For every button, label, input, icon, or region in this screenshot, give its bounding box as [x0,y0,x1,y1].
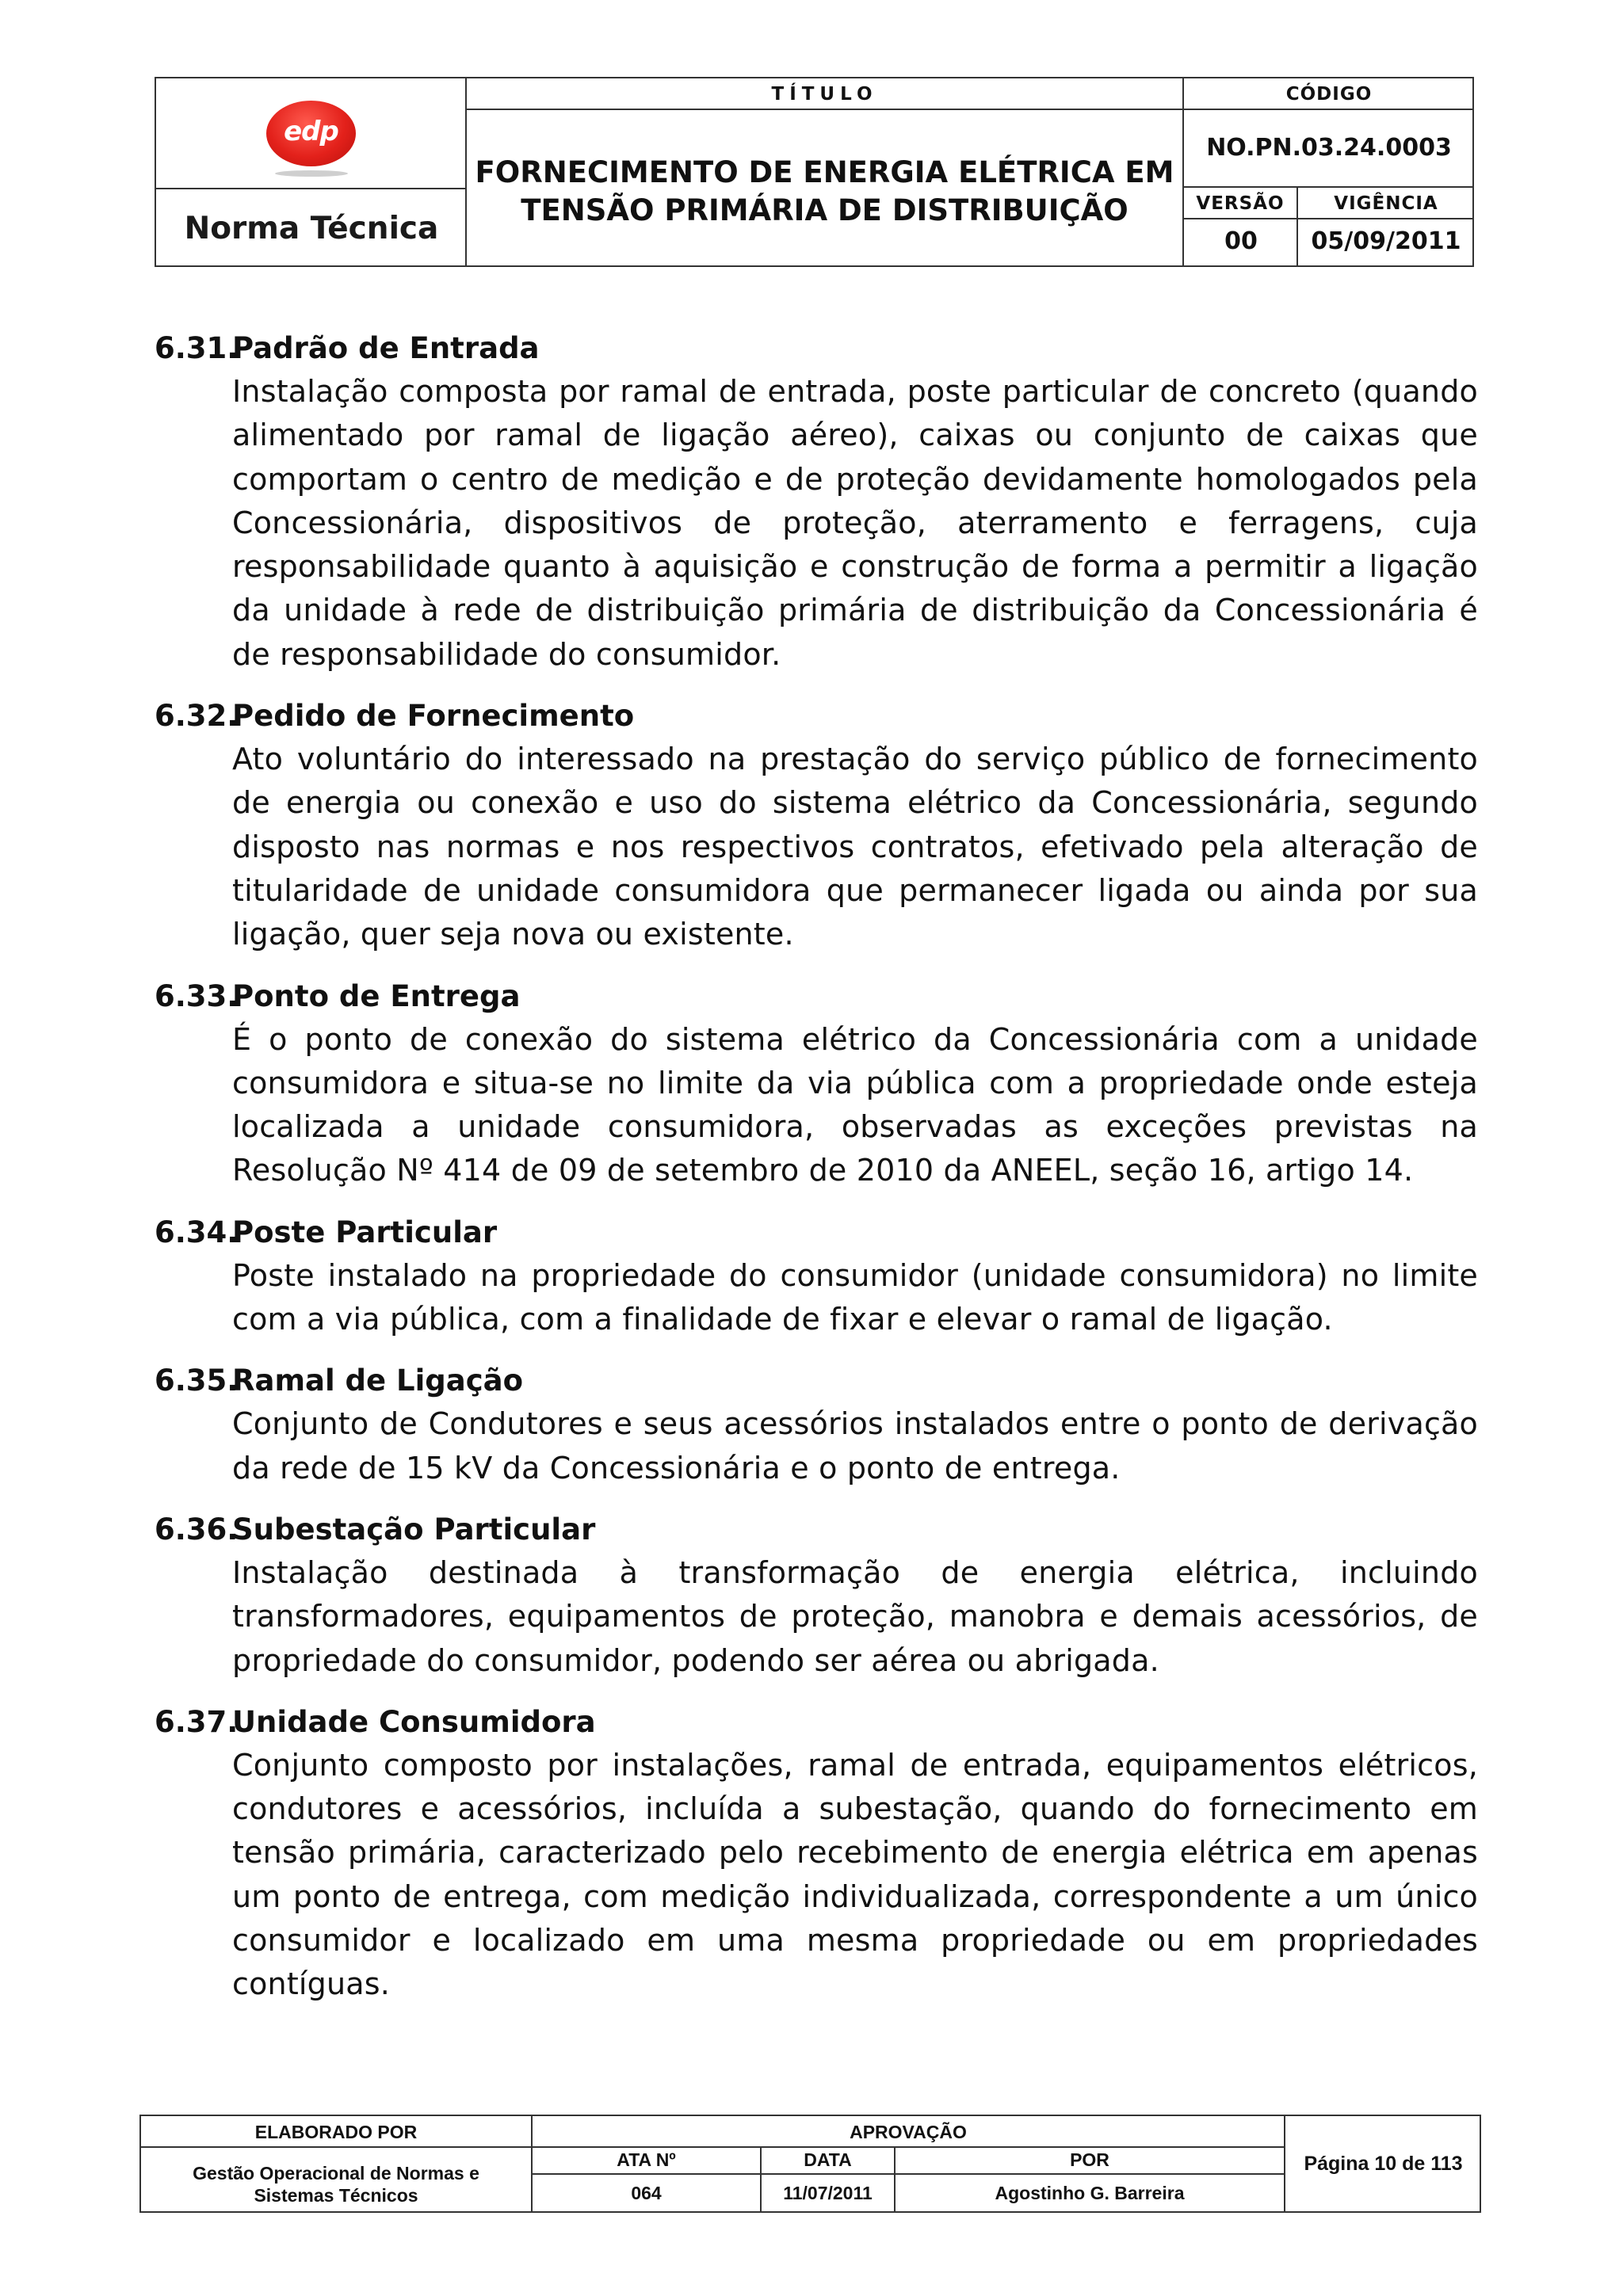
section-heading [155,1508,1478,1551]
page-number: Página 10 de 113 [1304,2153,1463,2175]
por-value: Agostinho G. Barreira [995,2183,1185,2203]
document-body [155,326,1478,2024]
section-text: É o ponto de conexão do sistema elétrico da Concessionária com a unidade consumidora e situa-se no limite da via pública com a propriedade onde esteja localizada a unidade consumidora, observadas as exceções previstas na Resolução Nº 414 de 09 de setembro de 2010 da ANEEL, seção 16, artigo 14. [232,1021,1478,1188]
section-title: Padrão de Entrada [232,331,540,365]
section-number: 6.31. [155,331,239,365]
elaborado-line-1: Gestão Operacional de Normas e [193,2163,479,2183]
section-title: Pedido de Fornecimento [232,699,635,734]
codigo-caption: CÓDIGO [1285,84,1373,105]
section-title: Unidade Consumidora [232,1704,596,1739]
document-title-line-2: TENSÃO PRIMÁRIA DE DISTRIBUIÇÃO [521,193,1128,227]
ata-value: 064 [631,2183,662,2203]
divider [141,2146,531,2148]
vigencia-caption: VIGÊNCIA [1334,193,1438,214]
document-title-line-1: FORNECIMENTO DE ENERGIA ELÉTRICA EM [475,155,1174,189]
section-number: 6.35. [155,1363,239,1398]
section-6-32 [155,694,1478,956]
section-number: 6.34. [155,1215,239,1249]
por-caption: POR [1070,2149,1109,2170]
divider [1182,186,1472,188]
section-6-37 [155,1700,1478,2007]
document-header [155,77,1474,267]
elaborado-value [141,2162,531,2206]
section-text: Ato voluntário do interessado na prestação do serviço público de fornecimento de energia ou conexão e uso do sistema elétrico da Concessionária, segundo disposto nas normas e nos respectivos contratos, efetivado pela alteração de titularidade de unidade consumidora que permanecer ligada ou ainda por sua ligação, quer seja nova ou existente. [232,742,1478,952]
divider [1182,109,1472,110]
section-6-35 [155,1359,1478,1490]
vigencia-value: 05/09/2011 [1311,227,1461,255]
section-title: Ponto de Entrega [232,978,521,1013]
data-value: 11/07/2011 [783,2183,873,2203]
document-title [467,154,1182,230]
section-number: 6.36. [155,1512,239,1547]
divider [531,2173,1284,2175]
section-text: Conjunto composto por instalações, ramal de entrada, equipamentos elétricos, condutores e acessórios, incluída a subestação, quando do fornecimento em tensão primária, caracterizado pelo recebimento de energia elétrica em apenas um ponto de entrega, com medição individualizada, correspondente a um único consumidor e localizado em uma mesma propriedade ou em propriedades contíguas. [232,1747,1478,2002]
versao-caption: VERSÃO [1196,193,1285,214]
data-caption: DATA [804,2149,852,2170]
section-text: Conjunto de Condutores e seus acessórios instalados entre o ponto de derivação da rede de 15 kV da Concessionária e o ponto de entrega. [232,1406,1478,1486]
aprovacao-caption: APROVAÇÃO [850,2122,967,2142]
section-heading [155,326,1478,370]
logo-mark: edp [266,101,356,166]
section-text: Instalação destinada à transformação de energia elétrica, incluindo transformadores, equipamentos de proteção, manobra e demais acessórios, de propriedade do consumidor, podendo ser aérea ou abrigada. [232,1554,1478,1678]
elaborado-line-2: Sistemas Técnicos [254,2185,418,2206]
section-number: 6.37. [155,1704,239,1739]
divider [1182,218,1472,219]
edp-logo [156,78,467,189]
section-heading [155,1359,1478,1402]
section-heading [155,974,1478,1018]
codigo-value: NO.PN.03.24.0003 [1206,134,1452,162]
section-6-33 [155,974,1478,1193]
ata-caption: ATA Nº [617,2149,676,2170]
section-6-34 [155,1211,1478,1342]
section-6-36 [155,1508,1478,1683]
document-footer [139,2115,1481,2213]
divider [465,109,1182,110]
section-heading [155,694,1478,738]
logo-shadow [275,170,348,177]
versao-value: 00 [1224,227,1258,255]
section-heading [155,1211,1478,1254]
doc-type-label: Norma Técnica [184,211,439,246]
section-text: Instalação composta por ramal de entrada, poste particular de concreto (quando alimentado por ramal de ligação aéreo), caixas ou conjunto de caixas que comportam o centro de medição e de proteção devidamente homologados pela Concessionária, dispositivos de proteção, aterramento e ferragens, cuja responsabilidade quanto à aquisição e construção de forma a permitir a ligação da unidade à rede de distribuição primária de distribuição da Concessionária é de responsabilidade do consumidor. [232,374,1478,672]
titulo-caption: TÍTULO [771,84,878,105]
section-title: Poste Particular [232,1215,498,1249]
section-heading [155,1700,1478,1744]
section-number: 6.33. [155,978,239,1013]
section-number: 6.32. [155,699,239,734]
elaborado-caption: ELABORADO POR [254,2122,418,2142]
section-6-31 [155,326,1478,677]
section-title: Subestação Particular [232,1512,596,1547]
section-text: Poste instalado na propriedade do consumidor (unidade consumidora) no limite com a via pública, com a finalidade de fixar e elevar o ramal de ligação. [232,1257,1478,1337]
divider [531,2146,1284,2148]
section-title: Ramal de Ligação [232,1363,524,1398]
